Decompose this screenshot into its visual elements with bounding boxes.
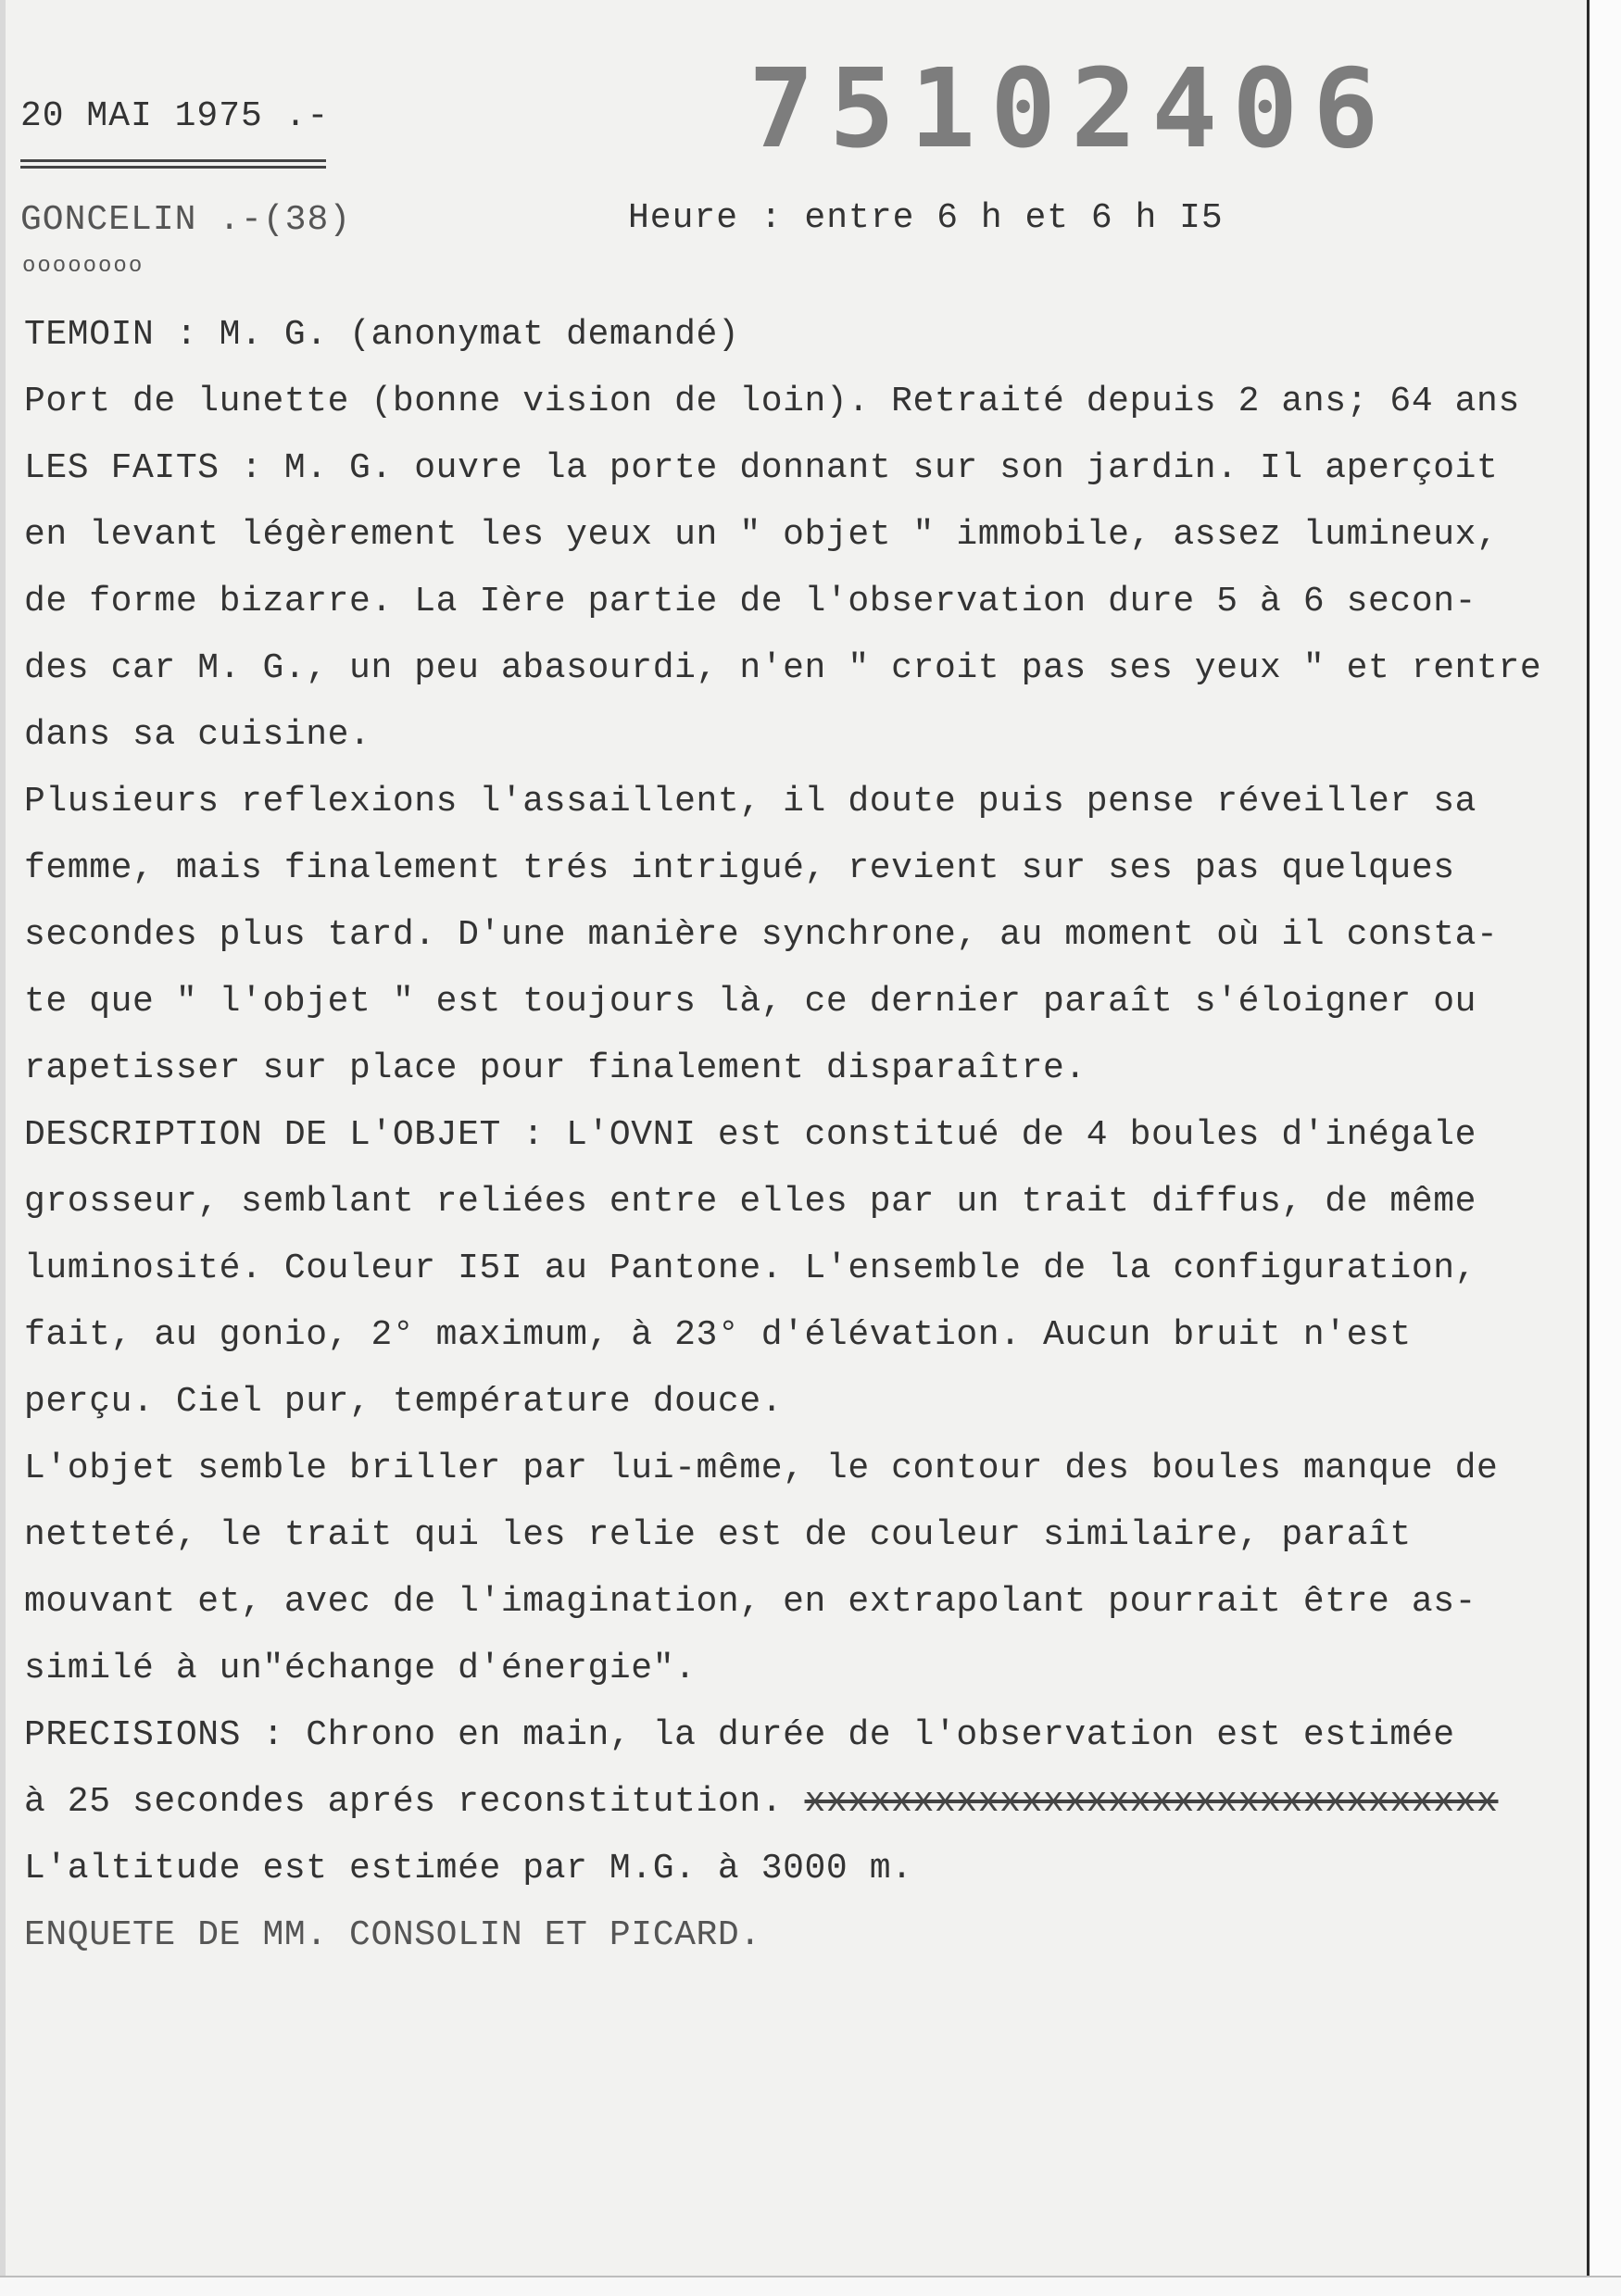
text-line-main: à 25 secondes aprés reconstitution. xyxy=(24,1782,784,1822)
text-line: netteté, le trait qui les relie est de couleur similaire, paraît xyxy=(24,1515,1412,1555)
text-line: en levant légèrement les yeux un " objet " immobile, assez lumineux, xyxy=(24,515,1499,555)
text-line: similé à un"échange d'énergie". xyxy=(24,1649,697,1688)
text-line: fait, au gonio, 2° maximum, à 23° d'élévation. Aucun bruit n'est xyxy=(24,1315,1412,1355)
text-line: te que " l'objet " est toujours là, ce dernier paraît s'éloigner ou xyxy=(24,982,1477,1022)
text-line: luminosité. Couleur I5I au Pantone. L'ensemble de la configuration, xyxy=(24,1248,1477,1288)
text-line: dans sa cuisine. xyxy=(24,715,371,755)
text-line: rapetisser sur place pour finalement disparaître. xyxy=(24,1048,1087,1088)
text-line: femme, mais finalement trés intrigué, revient sur ses pas quelques xyxy=(24,848,1455,888)
text-line: des car M. G., un peu abasourdi, n'en " croit pas ses yeux " et rentre xyxy=(24,648,1542,688)
report-date: 20 MAI 1975 .- xyxy=(20,96,330,136)
text-line: L'objet semble briller par lui-même, le contour des boules manque de xyxy=(24,1449,1499,1488)
description-line: DESCRIPTION DE L'OBJET : L'OVNI est constitué de 4 boules d'inégale xyxy=(24,1115,1477,1155)
facts-line: LES FAITS : M. G. ouvre la porte donnant sur son jardin. Il aperçoit xyxy=(24,448,1499,488)
text-line: secondes plus tard. D'une manière synchrone, au moment où il consta- xyxy=(24,915,1499,955)
scan-bottom-edge xyxy=(0,2276,1621,2296)
file-number-stamp: 75102406 xyxy=(748,44,1394,172)
text-line: Port de lunette (bonne vision de loin). Retraité depuis 2 ans; 64 ans xyxy=(24,382,1520,421)
text-line: de forme bizarre. La Ière partie de l'observation dure 5 à 6 secon- xyxy=(24,582,1477,621)
witness-line: TEMOIN : M. G. (anonymat demandé) xyxy=(24,315,740,355)
struck-out-text: xxxxxxxxxxxxxxxxxxxxxxxxxxxxxxxx xyxy=(804,1782,1499,1822)
report-hour: Heure : entre 6 h et 6 h I5 xyxy=(628,198,1224,238)
scan-right-edge xyxy=(1587,0,1621,2296)
altitude-line: L'altitude est estimée par M.G. à 3000 m. xyxy=(24,1849,913,1888)
text-line xyxy=(24,1780,1498,1825)
text-line: grosseur, semblant reliées entre elles par un trait diffus, de même xyxy=(24,1182,1477,1222)
report-place: GONCELIN .-(38) xyxy=(20,200,352,240)
date-double-underline xyxy=(20,159,326,169)
text-line: Plusieurs reflexions l'assaillent, il doute puis pense réveiller sa xyxy=(24,782,1477,822)
place-underline-marks: oooooooo xyxy=(22,254,145,279)
precisions-line: PRECISIONS : Chrono en main, la durée de l'observation est estimée xyxy=(24,1715,1455,1755)
scan-left-edge xyxy=(0,0,6,2296)
investigators-line: ENQUETE DE MM. CONSOLIN ET PICARD. xyxy=(24,1915,761,1955)
text-line: mouvant et, avec de l'imagination, en extrapolant pourrait être as- xyxy=(24,1582,1477,1622)
text-line: perçu. Ciel pur, température douce. xyxy=(24,1382,784,1422)
